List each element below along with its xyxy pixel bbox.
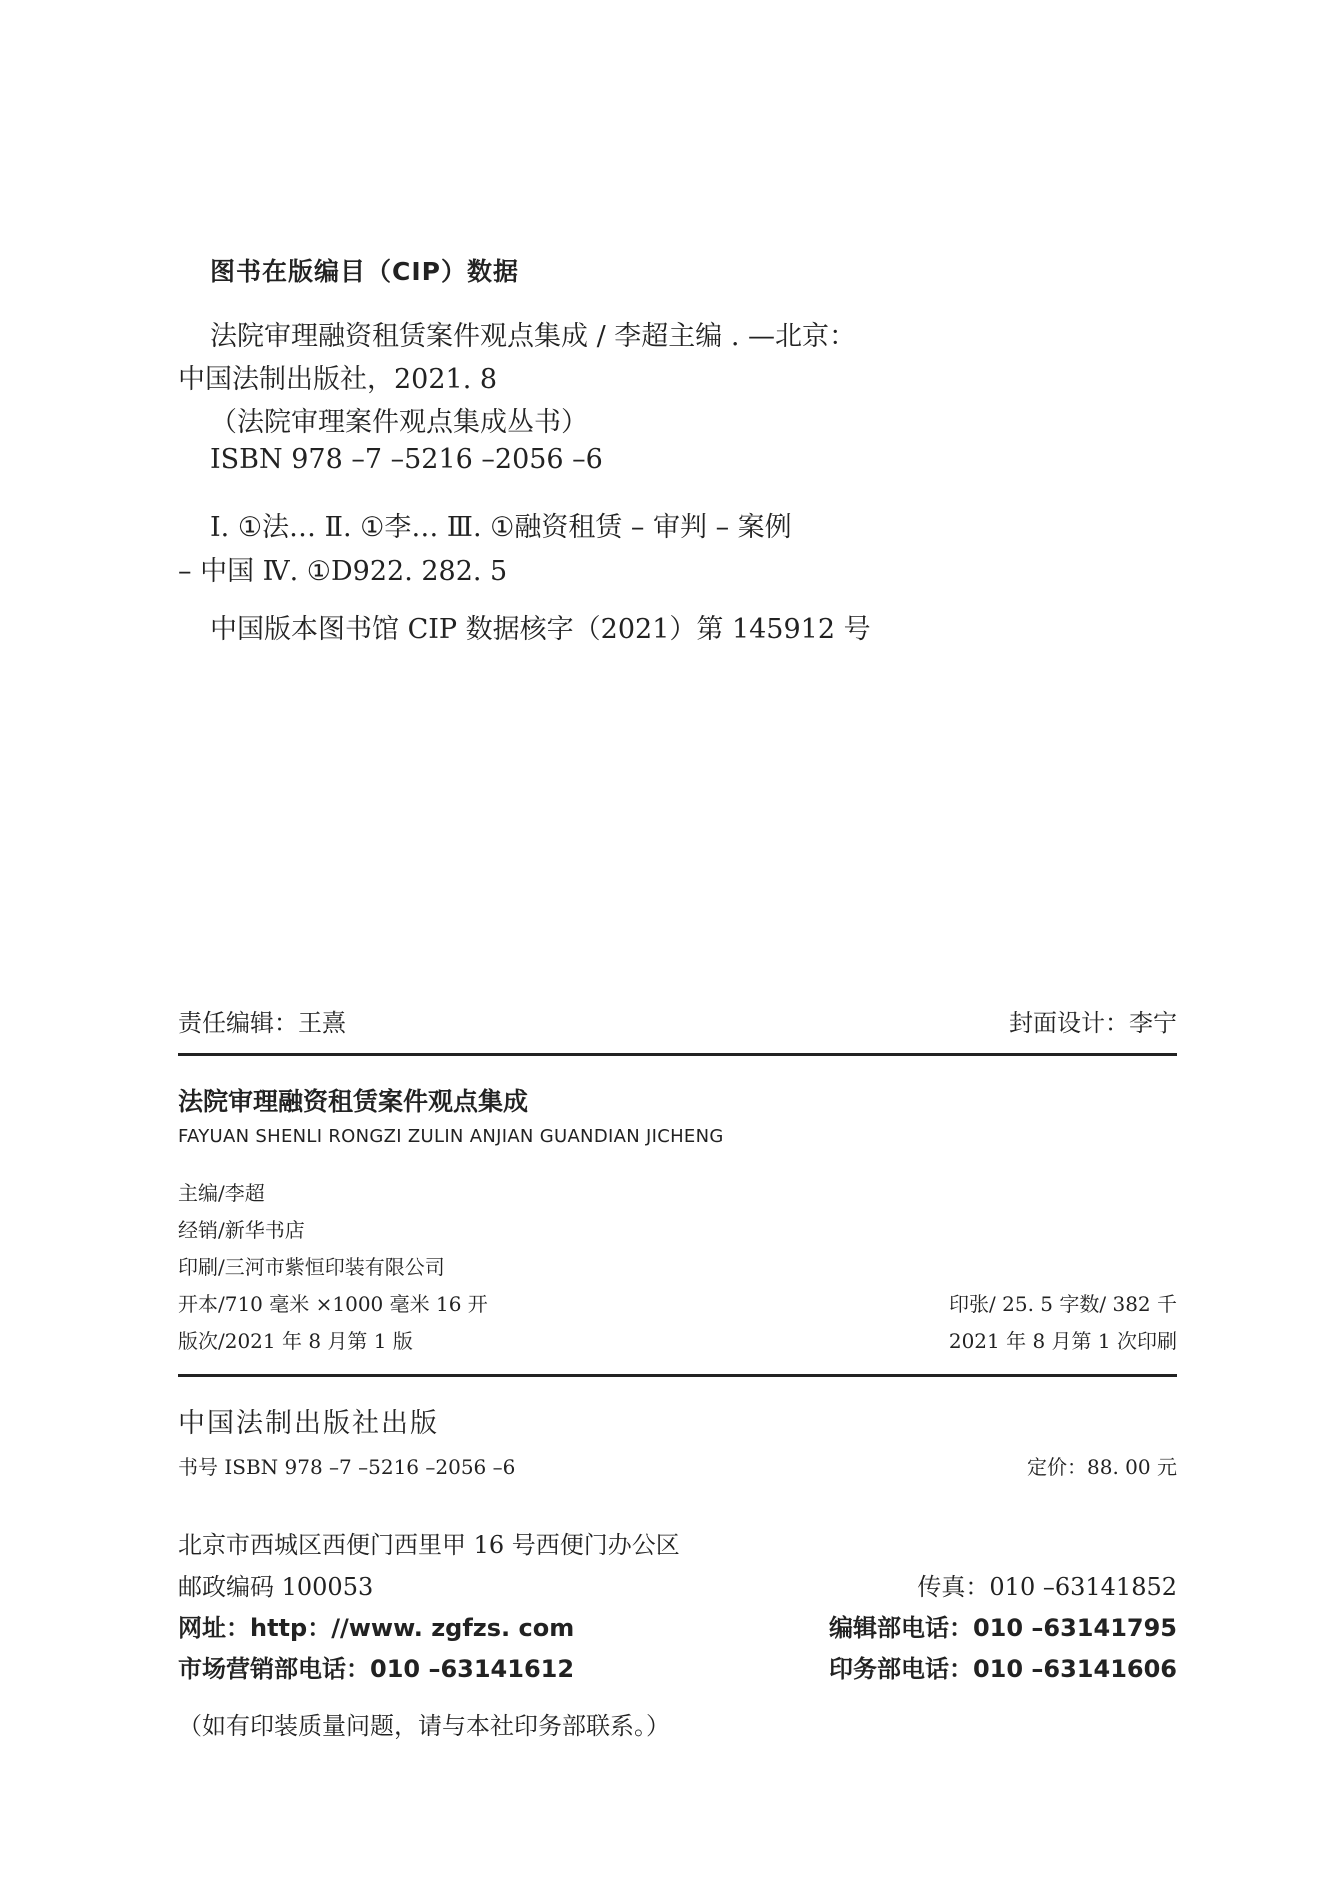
print-dept-phone: 印务部电话：010 –63141606: [828, 1655, 1177, 1683]
edition: 版次/2021 年 8 月第 1 版: [178, 1329, 413, 1353]
top-divider: [178, 1053, 1177, 1056]
cip-series-line: （法院审理案件观点集成丛书）: [210, 407, 588, 438]
fax: 传真：010 –63141852: [917, 1573, 1177, 1601]
quality-note: （如有印装质量问题，请与本社印务部联系。）: [178, 1712, 670, 1740]
isbn-row: [178, 1451, 1177, 1483]
cip-classification-line: Ⅰ. ①法… Ⅱ. ①李… Ⅲ. ①融资租赁 – 审判 – 案例: [210, 512, 792, 543]
isbn: 书号 ISBN 978 –7 –5216 –2056 –6: [178, 1455, 516, 1479]
cip-title-line: 法院审理融资租赁案件观点集成 / 李超主编 . —北京：: [210, 321, 857, 352]
printer: 印刷/三河市紫恒印装有限公司: [178, 1255, 445, 1279]
chief-editor: 主编/李超: [178, 1181, 265, 1205]
editorial-phone: 编辑部电话：010 –63141795: [828, 1614, 1177, 1642]
cip-classification-line-2: – 中国 Ⅳ. ①D922. 282. 5: [178, 556, 508, 587]
postcode-row: [178, 1567, 1177, 1599]
cip-isbn-line: ISBN 978 –7 –5216 –2056 –6: [210, 444, 603, 475]
book-title-pinyin: FAYUAN SHENLI RONGZI ZULIN ANJIAN GUANDIAN JICHENG: [178, 1126, 724, 1147]
website-row: [178, 1608, 1177, 1640]
book-format: 开本/710 毫米 ×1000 毫米 16 开: [178, 1292, 488, 1316]
cip-heading: 图书在版编目（CIP）数据: [210, 257, 519, 286]
edition-row: [178, 1325, 1177, 1357]
price: 定价：88. 00 元: [1027, 1455, 1177, 1479]
marketing-phone: 市场营销部电话：010 –63141612: [178, 1655, 575, 1683]
responsible-editor: 责任编辑：王熹: [178, 1009, 346, 1037]
publisher-name: 中国法制出版社出版: [178, 1408, 439, 1439]
cover-designer: 封面设计：李宁: [1009, 1009, 1177, 1037]
publisher-address: 北京市西城区西便门西里甲 16 号西便门办公区: [178, 1531, 680, 1559]
phones-row: [178, 1649, 1177, 1681]
cip-record-number: 中国版本图书馆 CIP 数据核字（2021）第 145912 号: [210, 614, 871, 645]
printing-date: 2021 年 8 月第 1 次印刷: [948, 1329, 1177, 1353]
book-title: 法院审理融资租赁案件观点集成: [178, 1087, 529, 1116]
bottom-divider: [178, 1374, 1177, 1377]
distributor: 经销/新华书店: [178, 1218, 305, 1242]
website: 网址：http：//www. zgfzs. com: [178, 1614, 575, 1642]
printed-sheets-word-count: 印张/ 25. 5 字数/ 382 千: [949, 1292, 1177, 1316]
format-row: [178, 1288, 1177, 1320]
credits-row: [178, 1003, 1177, 1035]
postcode: 邮政编码 100053: [178, 1573, 374, 1601]
cip-publisher-line: 中国法制出版社，2021. 8: [178, 364, 498, 395]
